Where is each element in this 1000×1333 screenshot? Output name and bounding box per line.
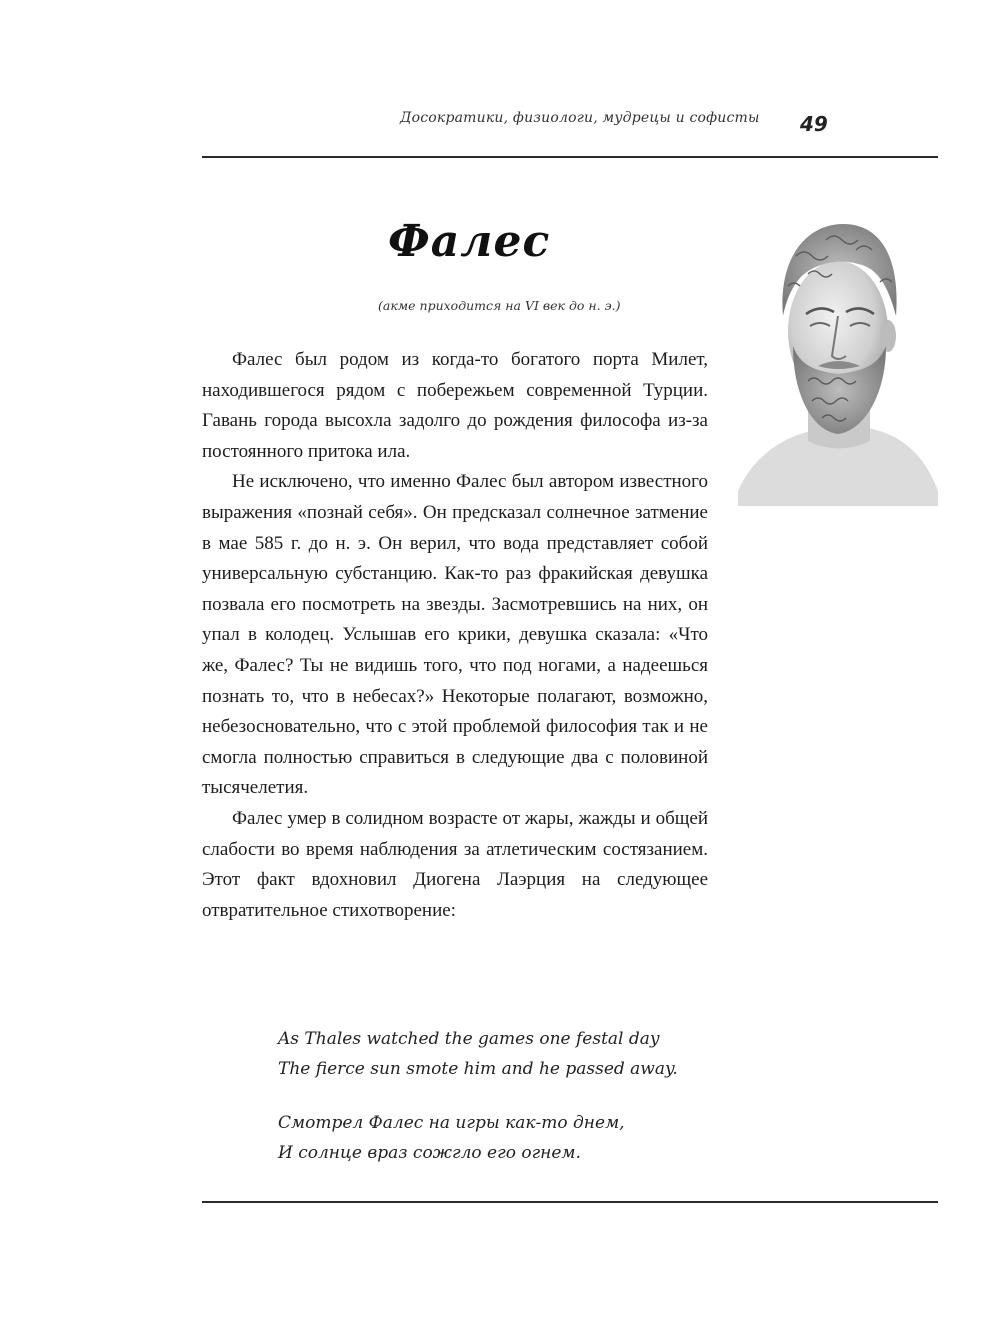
chapter-dates: (акме приходится на VI век до н. э.): [378, 298, 621, 313]
running-header-title: Досократики, физиологи, мудрецы и софисты: [400, 110, 760, 126]
paragraph: Фалес был родом из когда-то богатого порта Милет, находившегося рядом с побережьем современной Турции. Гавань города высохла задолго до рождения философа из-за постоянного притока ила.: [202, 349, 708, 462]
bust-of-thales-icon: [738, 206, 938, 506]
paragraph: Фалес умер в солидном возрасте от жары, жажды и общей слабости во время наблюдения за атлетическим состязанием. Этот факт вдохновил Диогена Лаэрция на следующее отвратительное стихотворение:: [202, 807, 708, 921]
poem-line: И солнце враз сожгло его огнем.: [278, 1143, 581, 1163]
poem-line: As Thales watched the games one festal day: [278, 1029, 660, 1049]
header-rule: [202, 156, 938, 158]
poem-line: The fierce sun smote him and he passed away.: [278, 1059, 678, 1079]
poem-line: Смотрел Фалес на игры как-то днем,: [278, 1113, 625, 1133]
chapter-title: Фалес: [388, 216, 551, 267]
poem-english-stanza: [278, 1024, 678, 1084]
epigram: [278, 1024, 678, 1192]
poem-russian-stanza: [278, 1108, 678, 1168]
footer-rule: [202, 1201, 938, 1203]
paragraph: Не исключено, что именно Фалес был автором известного выражения «познай себя». Он предсказал солнечное затмение в мае 585 г. до н. э. Он верил, что вода представляет собой универсальную субстанцию. Как-то раз фракийская девушка позвала его посмотреть на звезды. Засмотревшись на них, он упал в колодец. Услышав его крики, девушка сказала: «Что же, Фалес? Ты не видишь того, что под ногами, а надеешься познать то, что в небесах?» Некоторые полагают, возможно, небезосновательно, что с этой проблемой философия так и не смогла полностью справиться в следующие два с половиной тысячелетия.: [202, 471, 708, 799]
article-body: [202, 345, 708, 926]
page-number: 49: [800, 112, 828, 136]
